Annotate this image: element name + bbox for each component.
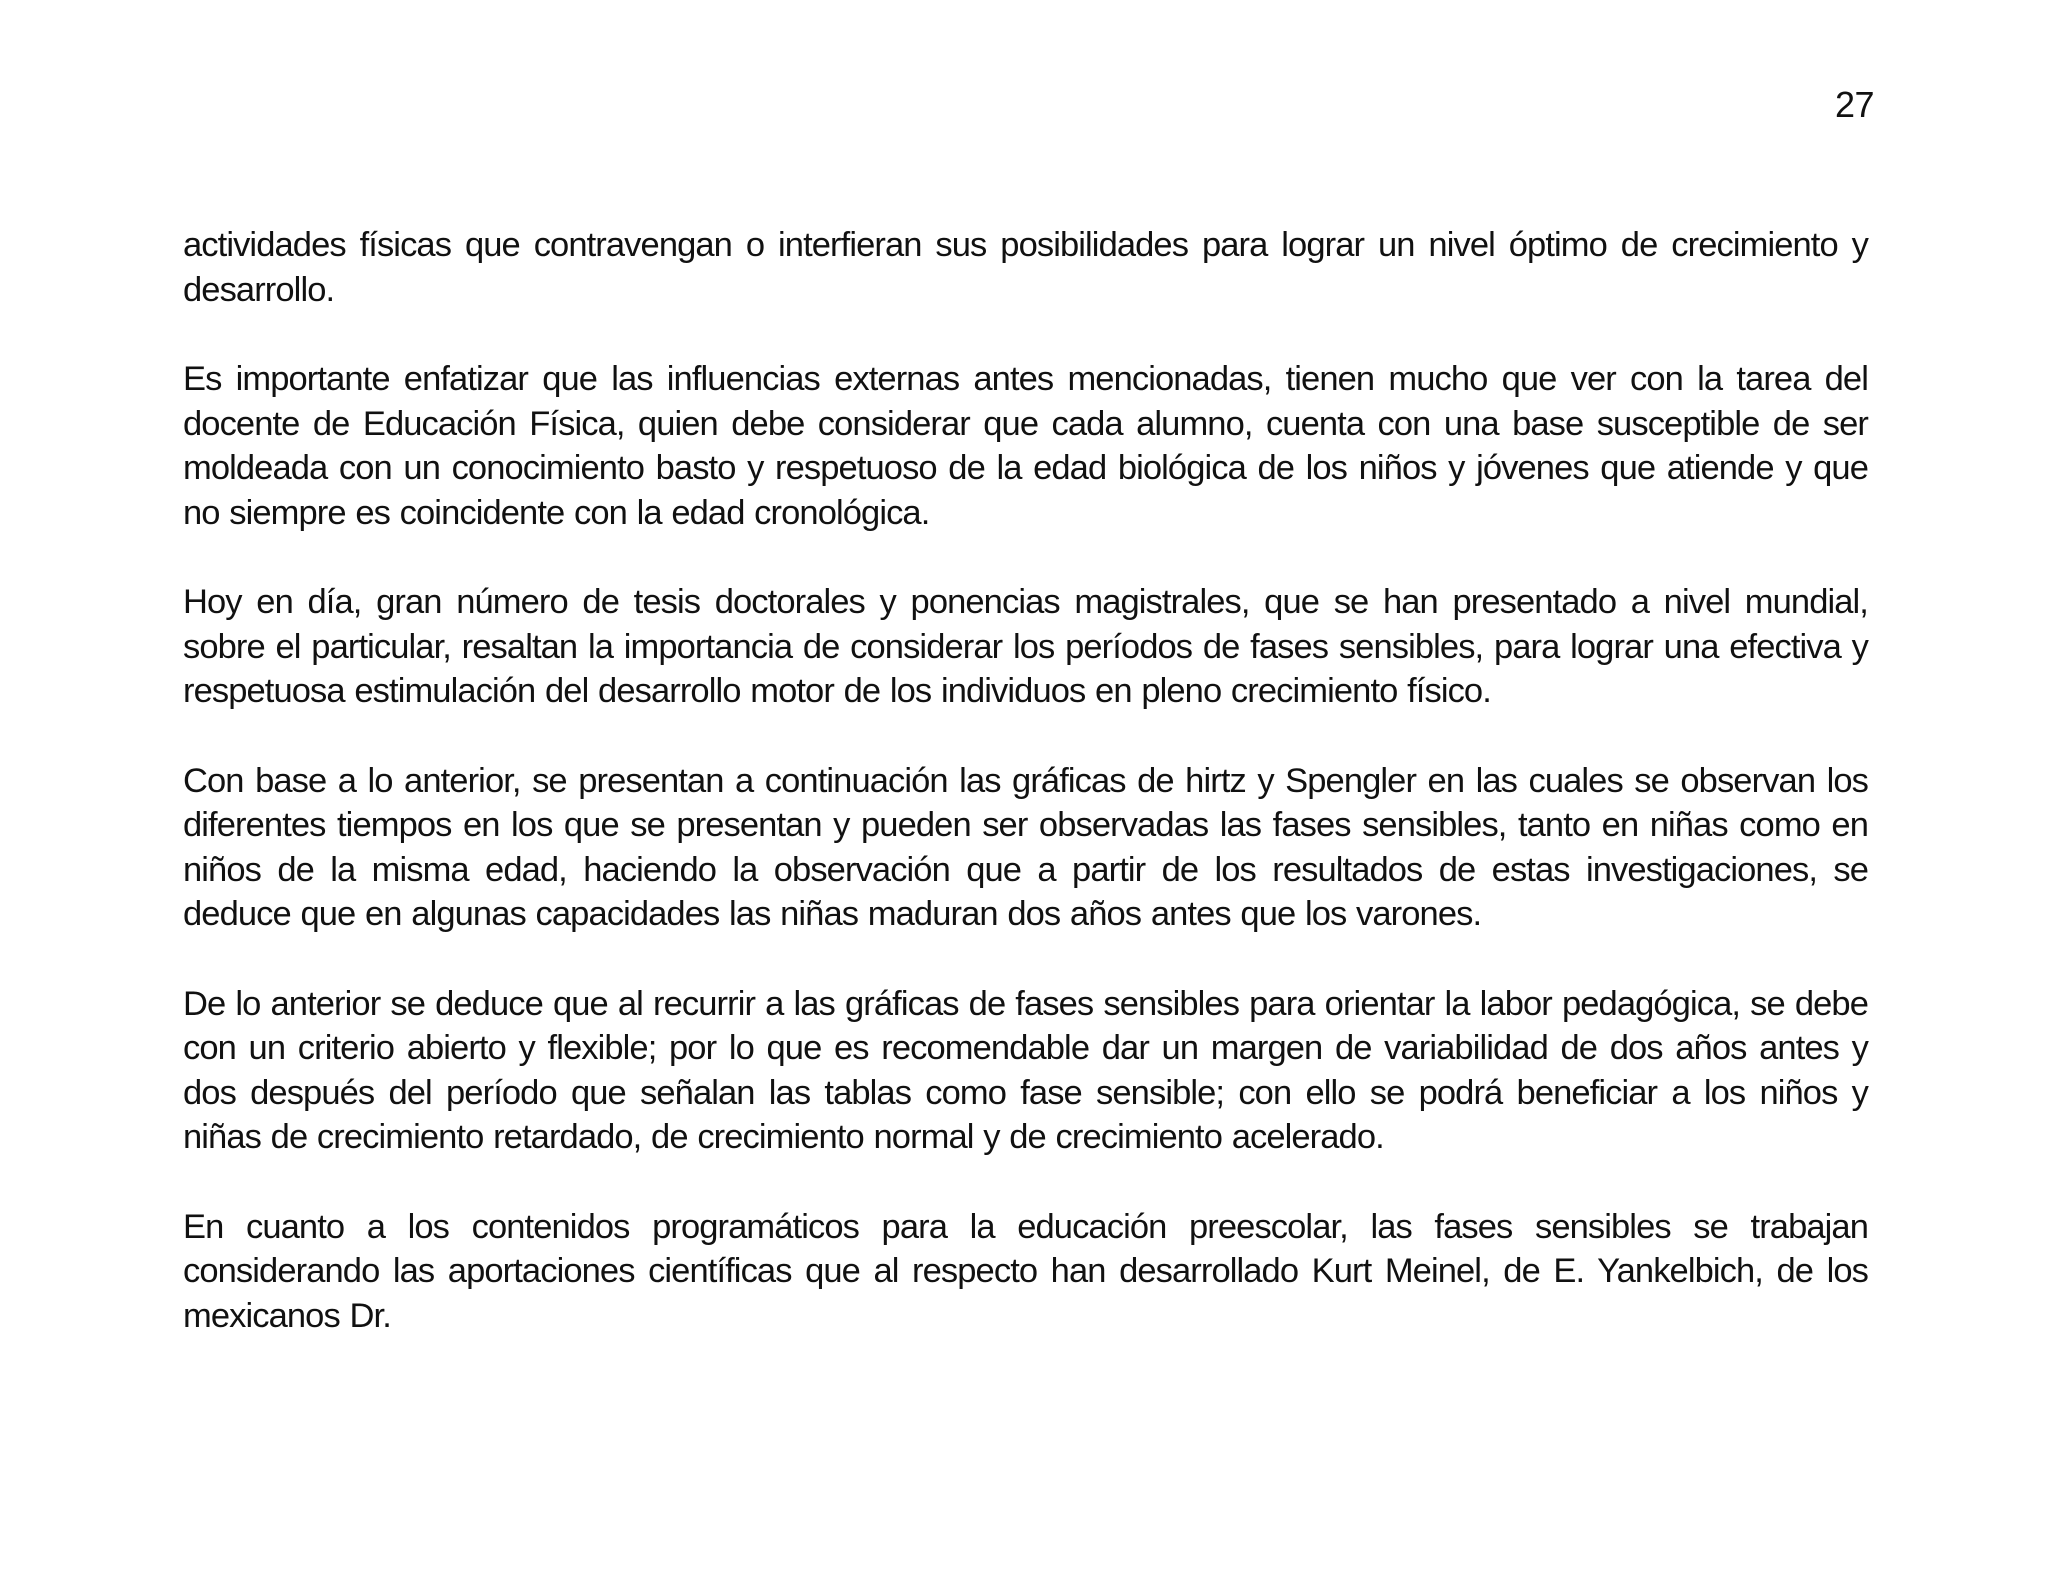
paragraph-3: Hoy en día, gran número de tesis doctorales y ponencias magistrales, que se han presentado a nivel mundial, sobre el particular, resaltan la importancia de considerar los períodos de fases sensibles, para lograr una efectiva y respetuosa estimulación del desarrollo motor de los individuos en pleno crecimiento físico. bbox=[183, 583, 1868, 710]
paragraph-1: actividades físicas que contravengan o interfieran sus posibilidades para lograr un nivel óptimo de crecimiento y desarrollo. bbox=[183, 226, 1868, 309]
page-number: 27 bbox=[1834, 84, 1874, 125]
paragraph-2: Es importante enfatizar que las influencias externas antes mencionadas, tienen mucho que ver con la tarea del docente de Educación Física, quien debe considerar que cada alumno, cuenta con una base susceptible de ser moldeada con un conocimiento basto y respetuoso de la edad biológica de los niños y jóvenes que atiende y que no siempre es coincidente con la edad cronológica. bbox=[183, 360, 1868, 532]
paragraph-5: De lo anterior se deduce que al recurrir a las gráficas de fases sensibles para orientar la labor pedagógica, se debe con un criterio abierto y flexible; por lo que es recomendable dar un margen de variabilidad de dos años antes y dos después del período que señalan las tablas como fase sensible; con ello se podrá beneficiar a los niños y niñas de crecimiento retardado, de crecimiento normal y de crecimiento acelerado. bbox=[183, 984, 1868, 1156]
paragraph-4: Con base a lo anterior, se presentan a continuación las gráficas de hirtz y Spengler en las cuales se observan los diferentes tiempos en los que se presentan y pueden ser observadas las fases sensibles, tanto en niñas como en niños de la misma edad, haciendo la observación que a partir de los resultados de estas investigaciones, se deduce que en algunas capacidades las niñas maduran dos años antes que los varones. bbox=[183, 761, 1868, 933]
body-text bbox=[183, 223, 1868, 1338]
paragraph-6: En cuanto a los contenidos programáticos para la educación preescolar, las fases sensibles se trabajan considerando las aportaciones científicas que al respecto han desarrollado Kurt Meinel, de E. Yankelbich, de los mexicanos Dr. bbox=[183, 1207, 1868, 1335]
